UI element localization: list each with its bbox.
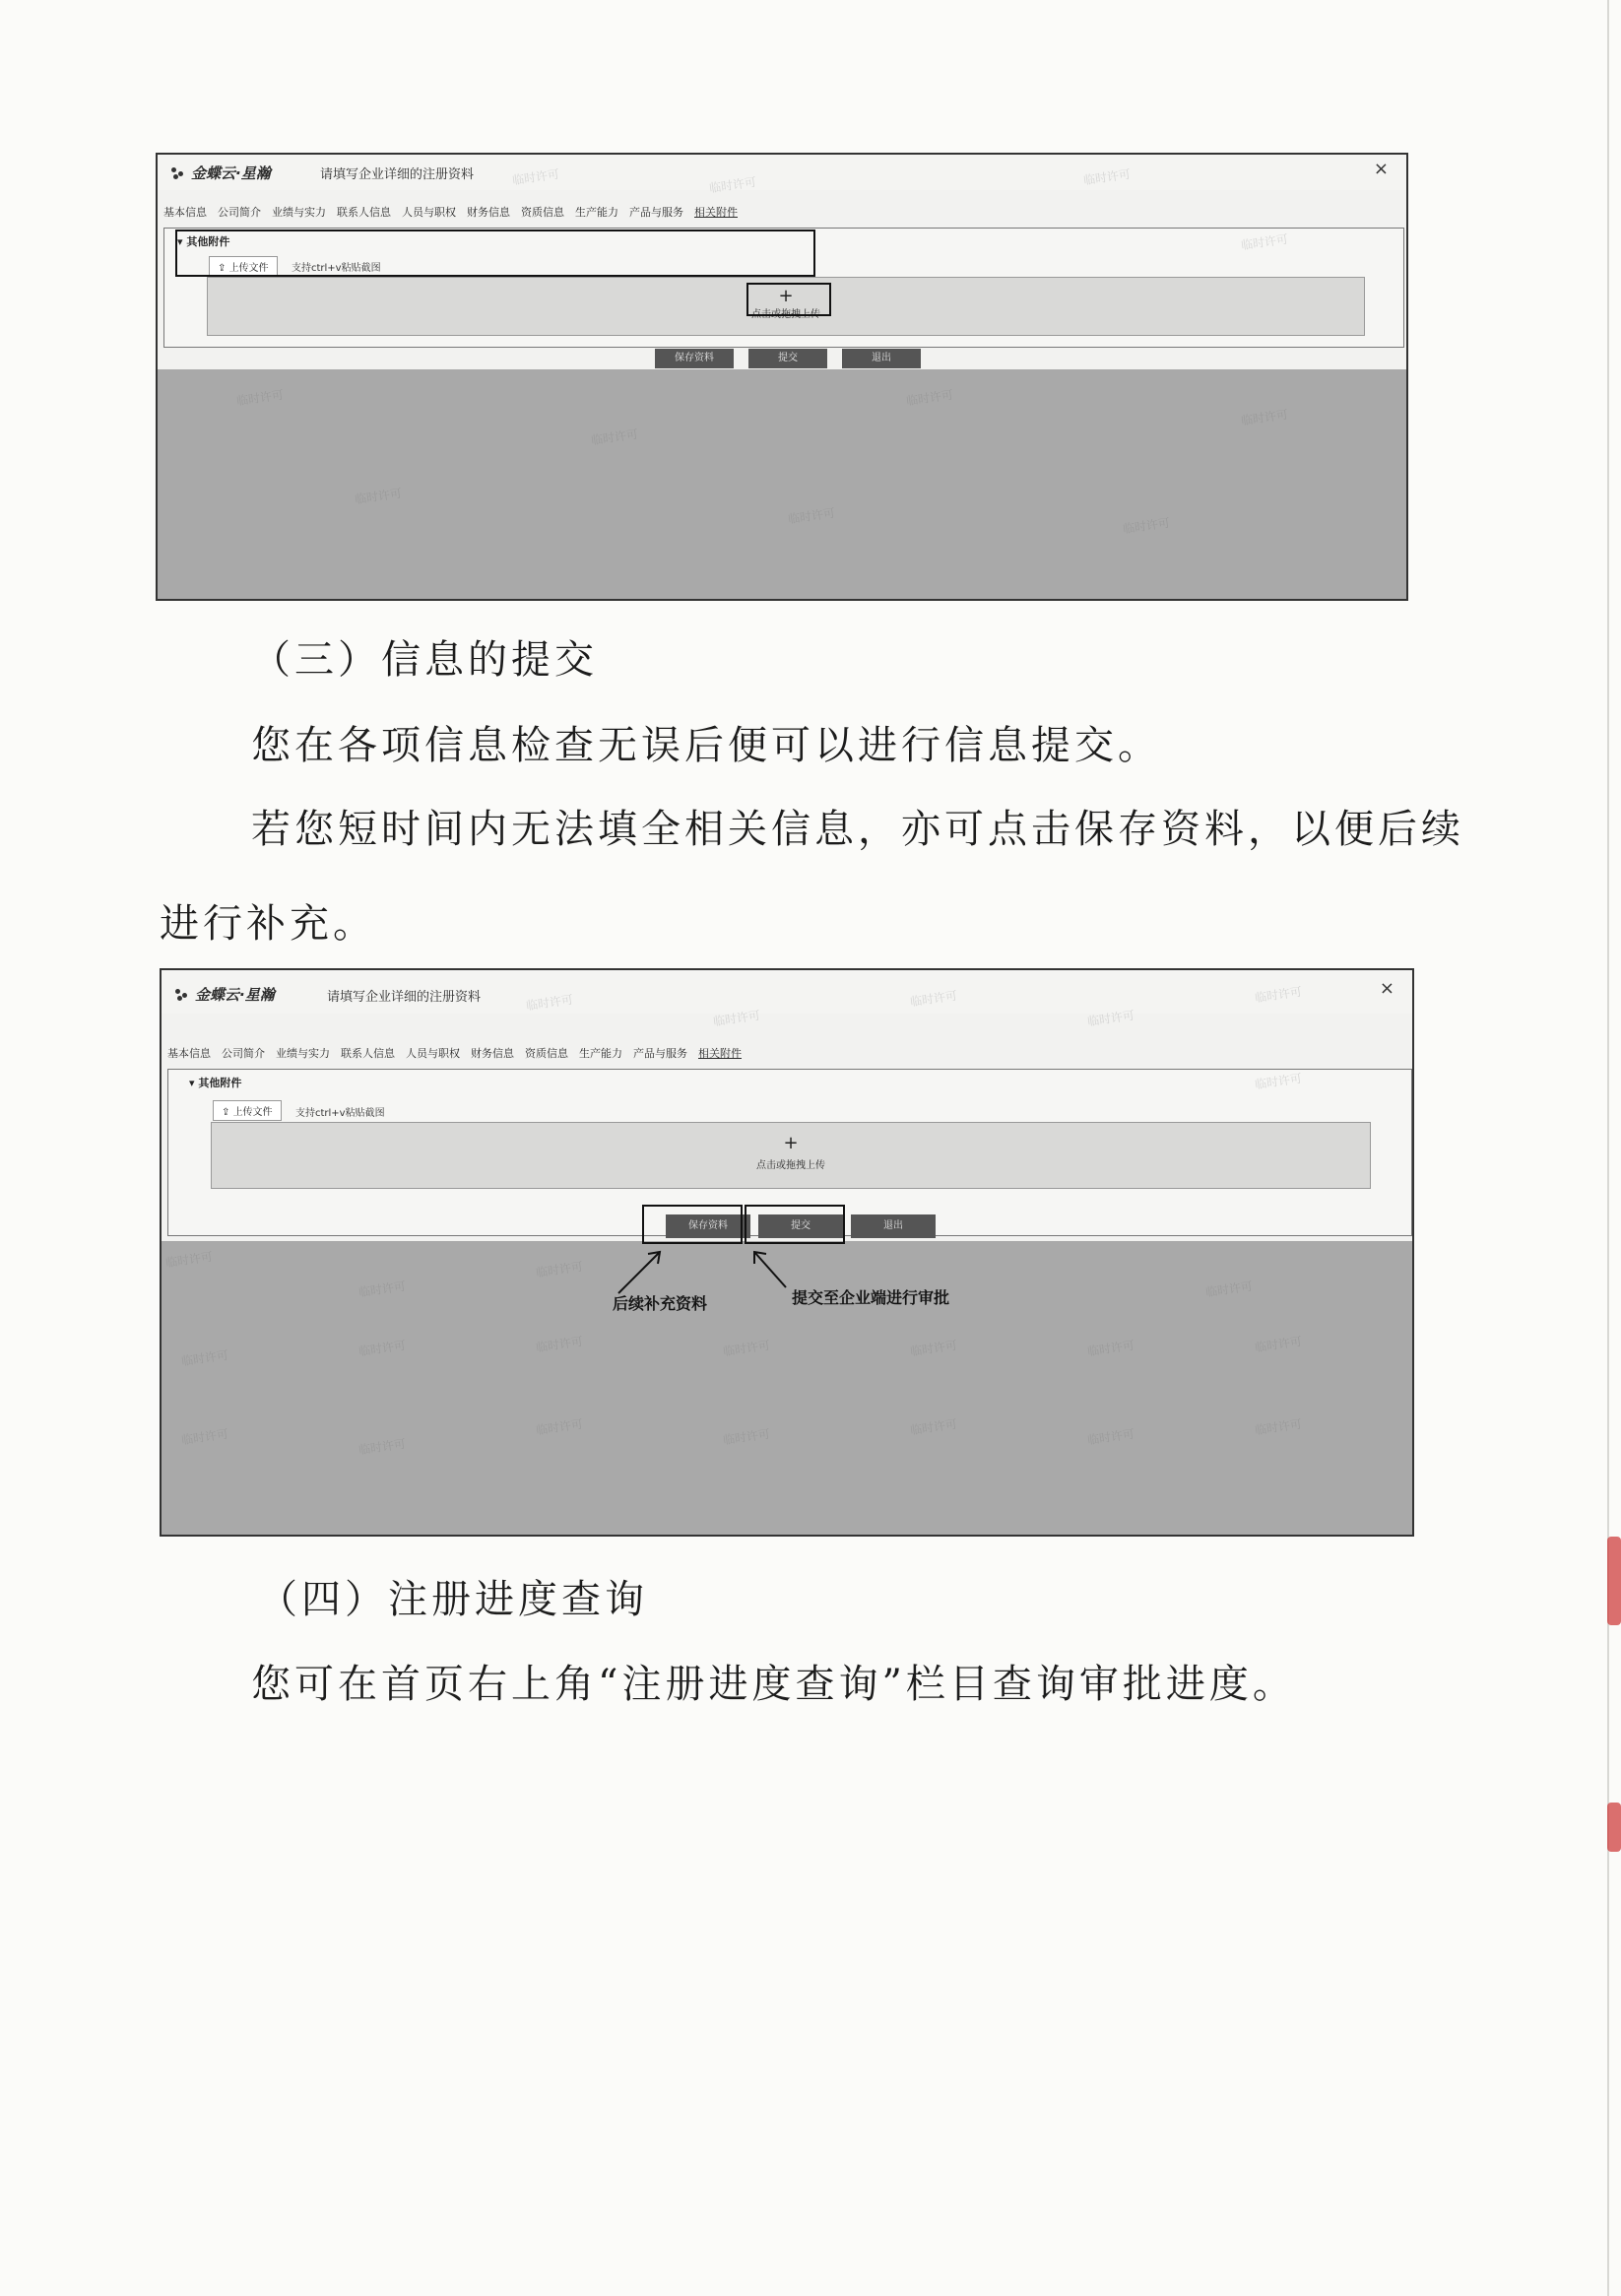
paragraph-submit: 您在各项信息检查无误后便可以进行信息提交。 <box>251 723 1161 768</box>
tab-qualification[interactable]: 资质信息 <box>525 1047 568 1060</box>
tab-attachments[interactable]: 相关附件 <box>694 206 738 219</box>
watermark: 临时许可 <box>535 1334 584 1355</box>
watermark: 临时许可 <box>180 1426 229 1448</box>
screenshot-attachments-1 <box>156 153 1408 601</box>
paragraph-save-line1: 若您短时间内无法填全相关信息，亦可点击保存资料，以便后续 <box>251 807 1464 852</box>
watermark: 临时许可 <box>1086 1426 1135 1448</box>
tab-products[interactable]: 产品与服务 <box>633 1047 687 1060</box>
watermark: 临时许可 <box>1240 231 1289 253</box>
watermark: 临时许可 <box>1086 1338 1135 1359</box>
watermark: 临时许可 <box>1254 984 1303 1006</box>
watermark: 临时许可 <box>1254 1334 1303 1355</box>
section-other-attachments[interactable]: ▾ 其他附件 <box>189 1077 242 1089</box>
close-icon[interactable]: × <box>1373 159 1389 179</box>
tab-basic-info[interactable]: 基本信息 <box>163 206 207 219</box>
highlight-box <box>642 1205 743 1244</box>
app-logo: 金蝶云·星瀚 <box>171 163 271 183</box>
save-data-button[interactable]: 保存资料 <box>666 1214 750 1238</box>
watermark: 临时许可 <box>712 1008 761 1029</box>
annotation-save-later: 后续补充资料 <box>613 1294 708 1313</box>
upload-file-button[interactable]: ⇪ 上传文件 <box>209 256 278 277</box>
watermark: 临时许可 <box>1122 515 1171 537</box>
tab-company-intro[interactable]: 公司简介 <box>222 1047 265 1060</box>
submit-button[interactable]: 提交 <box>758 1214 843 1238</box>
watermark: 临时许可 <box>1254 1416 1303 1438</box>
watermark: 临时许可 <box>235 387 285 409</box>
heading-section-4: （四）注册进度查询 <box>258 1577 648 1622</box>
tab-attachments[interactable]: 相关附件 <box>698 1047 742 1060</box>
tab-finance[interactable]: 财务信息 <box>471 1047 514 1060</box>
tab-company-intro[interactable]: 公司简介 <box>218 206 261 219</box>
watermark: 临时许可 <box>357 1338 407 1359</box>
tab-products[interactable]: 产品与服务 <box>629 206 683 219</box>
dropzone-text: 点击或拖拽上传 <box>756 1160 825 1171</box>
exit-button[interactable]: 退出 <box>851 1214 936 1238</box>
paragraph-progress-query: 您可在首页右上角“注册进度查询”栏目查询审批进度。 <box>251 1662 1296 1707</box>
seal-mark <box>1607 1803 1621 1852</box>
close-icon[interactable]: × <box>1379 978 1394 999</box>
tab-basic-info[interactable]: 基本信息 <box>167 1047 211 1060</box>
watermark: 临时许可 <box>1204 1279 1254 1300</box>
app-logo: 金蝶云·星瀚 <box>175 984 275 1005</box>
watermark: 临时许可 <box>708 174 757 196</box>
tab-finance[interactable]: 财务信息 <box>467 206 510 219</box>
upload-hint: 支持ctrl+v粘贴截图 <box>295 1108 385 1119</box>
annotation-submit-approval: 提交至企业端进行审批 <box>792 1288 950 1307</box>
dialog-titlebar <box>158 155 1406 190</box>
paragraph-save-line2: 进行补充。 <box>160 901 376 947</box>
watermark: 临时许可 <box>787 505 836 527</box>
watermark: 临时许可 <box>354 486 403 507</box>
tab-performance[interactable]: 业绩与实力 <box>276 1047 330 1060</box>
watermark: 临时许可 <box>535 1416 584 1438</box>
page-edge <box>1607 0 1609 2296</box>
tab-personnel[interactable]: 人员与职权 <box>406 1047 460 1060</box>
watermark: 临时许可 <box>722 1426 771 1448</box>
highlight-box <box>746 283 831 316</box>
heading-section-3: （三）信息的提交 <box>251 637 598 683</box>
logo-icon <box>175 989 191 1001</box>
exit-button[interactable]: 退出 <box>842 349 921 368</box>
watermark: 临时许可 <box>1240 407 1289 428</box>
tab-personnel[interactable]: 人员与职权 <box>402 206 456 219</box>
watermark: 临时许可 <box>909 1338 958 1359</box>
overlay <box>158 369 1406 599</box>
logo-icon <box>171 167 187 179</box>
tab-bar <box>167 1045 742 1061</box>
dialog-title: 请填写企业详细的注册资料 <box>320 167 475 182</box>
tab-production[interactable]: 生产能力 <box>579 1047 622 1060</box>
tab-contacts[interactable]: 联系人信息 <box>341 1047 395 1060</box>
watermark: 临时许可 <box>722 1338 771 1359</box>
highlight-box <box>745 1205 845 1244</box>
save-data-button[interactable]: 保存资料 <box>655 349 734 368</box>
watermark: 临时许可 <box>905 387 954 409</box>
seal-mark <box>1607 1537 1621 1625</box>
watermark: 临时许可 <box>511 166 560 188</box>
upload-hint: 支持ctrl+v粘贴截图 <box>292 263 381 274</box>
watermark: 临时许可 <box>525 992 574 1014</box>
tab-bar <box>163 204 738 220</box>
tab-performance[interactable]: 业绩与实力 <box>272 206 326 219</box>
dialog-title: 请填写企业详细的注册资料 <box>327 990 482 1005</box>
tab-contacts[interactable]: 联系人信息 <box>337 206 391 219</box>
tab-qualification[interactable]: 资质信息 <box>521 206 564 219</box>
upload-file-button[interactable]: ⇪ 上传文件 <box>213 1100 282 1121</box>
section-other-attachments[interactable]: ▾ 其他附件 <box>177 235 230 248</box>
watermark: 临时许可 <box>590 426 639 448</box>
tab-production[interactable]: 生产能力 <box>575 206 618 219</box>
watermark: 临时许可 <box>909 988 958 1010</box>
submit-button[interactable]: 提交 <box>748 349 827 368</box>
watermark: 临时许可 <box>535 1259 584 1280</box>
watermark: 临时许可 <box>357 1436 407 1458</box>
upload-dropzone[interactable] <box>211 1122 1371 1189</box>
watermark: 临时许可 <box>1254 1071 1303 1092</box>
watermark: 临时许可 <box>1086 1008 1135 1029</box>
plus-icon: + <box>783 1133 799 1153</box>
watermark: 临时许可 <box>1082 166 1132 188</box>
dialog-titlebar <box>162 970 1412 1014</box>
watermark: 临时许可 <box>164 1249 214 1271</box>
screenshot-attachments-2 <box>160 968 1414 1537</box>
watermark: 临时许可 <box>909 1416 958 1438</box>
dropzone-text: 点击或拖拽上传 <box>751 309 820 320</box>
watermark: 临时许可 <box>180 1347 229 1369</box>
plus-icon: + <box>778 286 794 306</box>
highlight-box <box>175 230 815 277</box>
watermark: 临时许可 <box>357 1279 407 1300</box>
